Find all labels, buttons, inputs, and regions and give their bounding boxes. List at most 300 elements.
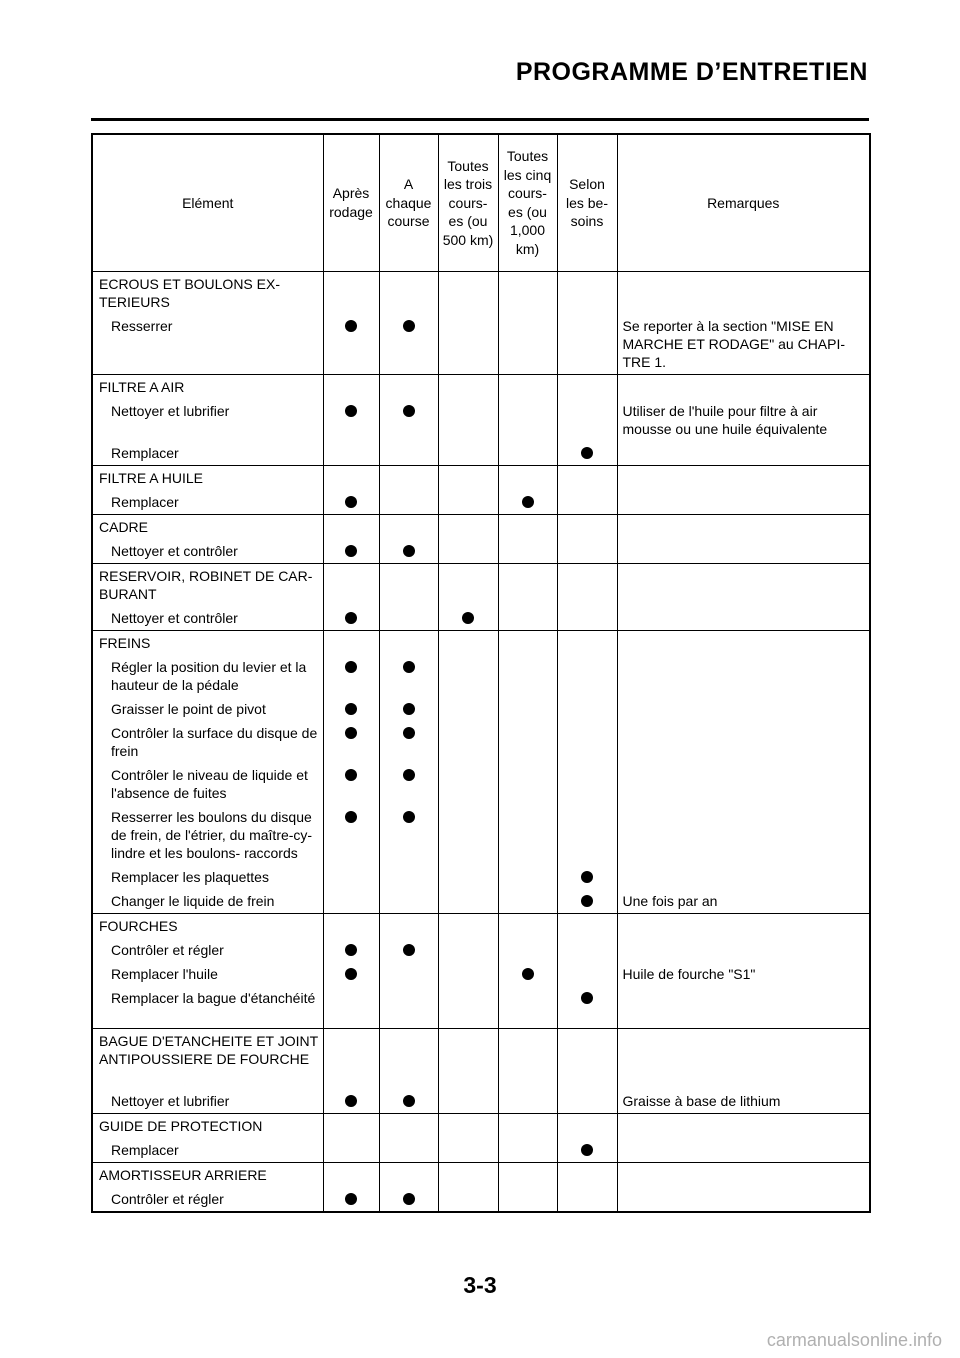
interval-cell xyxy=(379,271,438,374)
mark-slot xyxy=(439,697,498,721)
bullet-mark-icon xyxy=(462,612,474,624)
operation-label: Contrôler la surface du disque de frein xyxy=(111,724,318,759)
title-spacer xyxy=(324,1114,379,1138)
interval-cell xyxy=(557,271,617,374)
mark-slot xyxy=(324,606,379,630)
title-spacer xyxy=(618,564,870,606)
remarks-cell xyxy=(617,630,870,913)
remark-text xyxy=(618,763,870,805)
title-spacer xyxy=(324,1029,379,1089)
mark-slot xyxy=(499,763,557,805)
remark-text xyxy=(618,539,870,563)
mark-slot xyxy=(439,889,498,913)
mark-slot xyxy=(499,1089,557,1113)
operation-label: Resserrer les boulons du disque de frein, de l'étrier, du maître-cy- lindre et les boulons- raccords xyxy=(111,808,313,861)
interval-cell xyxy=(379,465,438,514)
title-spacer xyxy=(439,914,498,938)
mark-slot xyxy=(499,865,557,889)
title-spacer xyxy=(558,631,617,655)
mark-slot xyxy=(380,539,438,563)
bullet-mark-icon xyxy=(403,545,415,557)
bullet-mark-icon xyxy=(345,727,357,739)
remark-text xyxy=(618,1138,870,1162)
interval-cell xyxy=(557,630,617,913)
title-spacer xyxy=(618,375,870,399)
mark-slot xyxy=(439,314,498,374)
bullet-mark-icon xyxy=(345,769,357,781)
mark-slot xyxy=(499,962,557,986)
bullet-mark-icon xyxy=(345,612,357,624)
title-spacer xyxy=(618,1163,870,1187)
interval-cell xyxy=(323,465,379,514)
header-toutes-cinq: Toutes les cinq cours- es (ou 1,000 km) xyxy=(498,134,557,271)
interval-cell xyxy=(379,514,438,563)
interval-cell xyxy=(498,374,557,465)
interval-cell xyxy=(438,1113,498,1162)
interval-cell xyxy=(438,913,498,1028)
mark-slot xyxy=(324,962,379,986)
mark-slot xyxy=(439,986,498,1028)
bullet-mark-icon xyxy=(581,447,593,459)
title-spacer xyxy=(439,1029,498,1089)
mark-slot xyxy=(499,889,557,913)
title-spacer xyxy=(499,564,557,606)
remark-text: Huile de fourche "S1" xyxy=(622,965,756,982)
interval-cell xyxy=(498,563,557,630)
mark-slot xyxy=(439,606,498,630)
interval-cell xyxy=(498,514,557,563)
bullet-mark-icon xyxy=(403,727,415,739)
table-row xyxy=(92,563,870,630)
interval-cell xyxy=(498,465,557,514)
group-title: AMORTISSEUR ARRIERE xyxy=(99,1166,267,1183)
group-title: FILTRE A HUILE xyxy=(99,469,203,486)
interval-cell xyxy=(438,514,498,563)
element-cell xyxy=(92,913,323,1028)
title-spacer xyxy=(439,466,498,490)
table-row xyxy=(92,1028,870,1113)
operation-label: Contrôler et régler xyxy=(111,1190,224,1207)
title-spacer xyxy=(499,631,557,655)
title-spacer xyxy=(558,515,617,539)
interval-cell xyxy=(438,630,498,913)
remark-text xyxy=(618,986,870,1028)
title-spacer xyxy=(618,1114,870,1138)
title-spacer xyxy=(380,515,438,539)
mark-slot xyxy=(558,763,617,805)
remarks-cell xyxy=(617,563,870,630)
title-spacer xyxy=(499,515,557,539)
mark-slot xyxy=(558,938,617,962)
mark-slot xyxy=(558,697,617,721)
interval-cell xyxy=(323,1028,379,1113)
header-remarques: Remarques xyxy=(617,134,870,271)
interval-cell xyxy=(438,1028,498,1113)
title-spacer xyxy=(324,1163,379,1187)
operation-label: Remplacer xyxy=(111,444,179,461)
mark-slot xyxy=(439,1187,498,1211)
mark-slot xyxy=(324,1089,379,1113)
remark-text xyxy=(618,655,870,697)
bullet-mark-icon xyxy=(403,1095,415,1107)
mark-slot xyxy=(324,441,379,465)
mark-slot xyxy=(499,399,557,441)
operation-label: Remplacer les plaquettes xyxy=(111,868,269,885)
bullet-mark-icon xyxy=(581,871,593,883)
mark-slot xyxy=(499,441,557,465)
mark-slot xyxy=(558,1089,617,1113)
title-spacer xyxy=(618,631,870,655)
bullet-mark-icon xyxy=(403,944,415,956)
interval-cell xyxy=(557,563,617,630)
interval-cell xyxy=(323,514,379,563)
title-spacer xyxy=(499,1029,557,1089)
interval-cell xyxy=(557,1028,617,1113)
bullet-mark-icon xyxy=(403,703,415,715)
interval-cell xyxy=(438,465,498,514)
title-spacer xyxy=(618,1029,870,1089)
title-spacer xyxy=(324,914,379,938)
interval-cell xyxy=(379,1162,438,1212)
interval-cell xyxy=(323,1113,379,1162)
element-cell xyxy=(92,630,323,913)
table-row xyxy=(92,374,870,465)
group-title: FOURCHES xyxy=(99,917,178,934)
interval-cell xyxy=(379,374,438,465)
operation-label: Nettoyer et contrôler xyxy=(111,542,238,559)
title-spacer xyxy=(380,1114,438,1138)
mark-slot xyxy=(324,986,379,1028)
mark-slot xyxy=(558,441,617,465)
bullet-mark-icon xyxy=(581,895,593,907)
title-spacer xyxy=(380,1029,438,1089)
mark-slot xyxy=(380,441,438,465)
bullet-mark-icon xyxy=(345,496,357,508)
interval-cell xyxy=(498,1028,557,1113)
interval-cell xyxy=(323,913,379,1028)
interval-cell xyxy=(498,630,557,913)
remark-text xyxy=(618,1187,870,1211)
group-title: FILTRE A AIR xyxy=(99,378,185,395)
mark-slot xyxy=(324,805,379,865)
remark-text xyxy=(618,805,870,865)
mark-slot xyxy=(380,721,438,763)
header-element: Elément xyxy=(92,134,323,271)
mark-slot xyxy=(499,606,557,630)
mark-slot xyxy=(380,865,438,889)
interval-cell xyxy=(557,465,617,514)
operation-label: Nettoyer et lubrifier xyxy=(111,402,230,419)
mark-slot xyxy=(558,962,617,986)
title-spacer xyxy=(558,564,617,606)
mark-slot xyxy=(380,399,438,441)
mark-slot xyxy=(558,606,617,630)
operation-label: Remplacer xyxy=(111,1141,179,1158)
interval-cell xyxy=(438,563,498,630)
remarks-cell xyxy=(617,271,870,374)
title-spacer xyxy=(324,466,379,490)
operation-label: Resserrer xyxy=(111,317,173,334)
mark-slot xyxy=(558,314,617,374)
group-title: CADRE xyxy=(99,518,149,535)
interval-cell xyxy=(323,271,379,374)
mark-slot xyxy=(499,655,557,697)
title-spacer xyxy=(380,564,438,606)
operation-label: Remplacer l'huile xyxy=(111,965,218,982)
mark-slot xyxy=(558,655,617,697)
interval-cell xyxy=(438,1162,498,1212)
title-spacer xyxy=(380,631,438,655)
mark-slot xyxy=(558,1138,617,1162)
table-row xyxy=(92,465,870,514)
mark-slot xyxy=(380,889,438,913)
mark-slot xyxy=(558,490,617,514)
bullet-mark-icon xyxy=(403,320,415,332)
operation-label: Nettoyer et contrôler xyxy=(111,609,238,626)
operation-label: Remplacer la bague d'étanchéité xyxy=(111,989,316,1006)
mark-slot xyxy=(558,889,617,913)
interval-cell xyxy=(498,913,557,1028)
mark-slot xyxy=(499,986,557,1028)
interval-cell xyxy=(379,913,438,1028)
mark-slot xyxy=(324,721,379,763)
title-spacer xyxy=(499,466,557,490)
page-number: 3-3 xyxy=(463,1272,497,1298)
interval-cell xyxy=(379,630,438,913)
title-spacer xyxy=(618,515,870,539)
interval-cell xyxy=(438,271,498,374)
mark-slot xyxy=(380,655,438,697)
bullet-mark-icon xyxy=(345,1095,357,1107)
bullet-mark-icon xyxy=(403,661,415,673)
title-spacer xyxy=(324,375,379,399)
title-spacer xyxy=(380,914,438,938)
watermark: carmanualsonline.info xyxy=(766,1330,942,1350)
mark-slot xyxy=(324,490,379,514)
title-spacer xyxy=(558,1114,617,1138)
bullet-mark-icon xyxy=(403,1193,415,1205)
mark-slot xyxy=(324,865,379,889)
interval-cell xyxy=(557,1162,617,1212)
title-spacer xyxy=(380,272,438,314)
interval-cell xyxy=(498,1162,557,1212)
remark-text xyxy=(618,721,870,763)
mark-slot xyxy=(558,865,617,889)
element-cell xyxy=(92,374,323,465)
table-body xyxy=(92,271,870,1212)
title-spacer xyxy=(558,1163,617,1187)
remark-text xyxy=(618,697,870,721)
mark-slot xyxy=(558,986,617,1028)
group-title: GUIDE DE PROTECTION xyxy=(99,1117,263,1134)
interval-cell xyxy=(379,563,438,630)
operation-label: Contrôler le niveau de liquide et l'absence de fuites xyxy=(111,766,308,801)
interval-cell xyxy=(323,630,379,913)
mark-slot xyxy=(324,938,379,962)
mark-slot xyxy=(380,763,438,805)
interval-cell xyxy=(498,1113,557,1162)
title-spacer xyxy=(439,1114,498,1138)
mark-slot xyxy=(558,539,617,563)
operation-label: Contrôler et régler xyxy=(111,941,224,958)
maintenance-table xyxy=(91,133,871,1213)
element-cell xyxy=(92,1113,323,1162)
interval-cell xyxy=(438,374,498,465)
mark-slot xyxy=(380,490,438,514)
title-spacer xyxy=(499,1114,557,1138)
element-cell xyxy=(92,1162,323,1212)
bullet-mark-icon xyxy=(403,405,415,417)
remarks-cell xyxy=(617,1162,870,1212)
remark-text xyxy=(618,441,870,465)
mark-slot xyxy=(380,805,438,865)
header-selon-besoins: Selon les be- soins xyxy=(557,134,617,271)
bullet-mark-icon xyxy=(581,1144,593,1156)
operation-label: Régler la position du levier et la hauteur de la pédale xyxy=(111,658,307,693)
element-cell xyxy=(92,465,323,514)
mark-slot xyxy=(558,805,617,865)
mark-slot xyxy=(558,721,617,763)
bullet-mark-icon xyxy=(345,1193,357,1205)
mark-slot xyxy=(439,763,498,805)
interval-cell xyxy=(557,374,617,465)
title-spacer xyxy=(380,466,438,490)
bullet-mark-icon xyxy=(345,320,357,332)
interval-cell xyxy=(379,1113,438,1162)
mark-slot xyxy=(380,314,438,374)
title-spacer xyxy=(558,914,617,938)
mark-slot xyxy=(380,1089,438,1113)
mark-slot xyxy=(439,805,498,865)
mark-slot xyxy=(499,938,557,962)
title-spacer xyxy=(499,914,557,938)
title-spacer xyxy=(380,375,438,399)
mark-slot xyxy=(439,721,498,763)
remarks-cell xyxy=(617,514,870,563)
mark-slot xyxy=(380,1187,438,1211)
mark-slot xyxy=(558,399,617,441)
table-row xyxy=(92,271,870,374)
interval-cell xyxy=(323,374,379,465)
group-title: FREINS xyxy=(99,634,151,651)
table-row xyxy=(92,1162,870,1212)
mark-slot xyxy=(558,1187,617,1211)
interval-cell xyxy=(557,514,617,563)
remark-text: Une fois par an xyxy=(622,892,718,909)
mark-slot xyxy=(439,655,498,697)
interval-cell xyxy=(557,913,617,1028)
bullet-mark-icon xyxy=(403,769,415,781)
group-title: BAGUE D'ETANCHEITE ET JOINT ANTIPOUSSIERE DE FOURCHE xyxy=(99,1032,318,1067)
bullet-mark-icon xyxy=(345,545,357,557)
operation-label: Graisser le point de pivot xyxy=(111,700,266,717)
interval-cell xyxy=(379,1028,438,1113)
mark-slot xyxy=(380,697,438,721)
table-row xyxy=(92,1113,870,1162)
bullet-mark-icon xyxy=(403,811,415,823)
mark-slot xyxy=(324,399,379,441)
title-spacer xyxy=(558,375,617,399)
mark-slot xyxy=(499,1187,557,1211)
title-spacer xyxy=(618,466,870,490)
title-spacer xyxy=(439,515,498,539)
bullet-mark-icon xyxy=(522,968,534,980)
remarks-cell xyxy=(617,465,870,514)
remark-text: Utiliser de l'huile pour filtre à air mousse ou une huile équivalente xyxy=(622,402,828,437)
title-spacer xyxy=(618,914,870,938)
title-spacer xyxy=(558,272,617,314)
title-rule xyxy=(91,118,869,121)
remark-text xyxy=(618,606,870,630)
table-row xyxy=(92,514,870,563)
remarks-cell xyxy=(617,1028,870,1113)
title-spacer xyxy=(380,1163,438,1187)
title-spacer xyxy=(439,272,498,314)
title-spacer xyxy=(324,272,379,314)
mark-slot xyxy=(324,1138,379,1162)
title-spacer xyxy=(439,564,498,606)
mark-slot xyxy=(380,962,438,986)
operation-label: Nettoyer et lubrifier xyxy=(111,1092,230,1109)
remarks-cell xyxy=(617,1113,870,1162)
mark-slot xyxy=(439,539,498,563)
remarks-cell xyxy=(617,374,870,465)
mark-slot xyxy=(499,490,557,514)
table-row xyxy=(92,630,870,913)
mark-slot xyxy=(439,865,498,889)
element-cell xyxy=(92,271,323,374)
mark-slot xyxy=(439,962,498,986)
element-cell xyxy=(92,563,323,630)
title-spacer xyxy=(439,1163,498,1187)
title-spacer xyxy=(324,515,379,539)
title-spacer xyxy=(558,1029,617,1089)
bullet-mark-icon xyxy=(522,496,534,508)
mark-slot xyxy=(324,1187,379,1211)
mark-slot xyxy=(380,986,438,1028)
interval-cell xyxy=(557,1113,617,1162)
remarks-cell xyxy=(617,913,870,1028)
mark-slot xyxy=(324,314,379,374)
mark-slot xyxy=(324,655,379,697)
mark-slot xyxy=(439,490,498,514)
title-spacer xyxy=(558,466,617,490)
remark-text xyxy=(618,490,870,514)
mark-slot xyxy=(380,1138,438,1162)
mark-slot xyxy=(439,441,498,465)
operation-label: Remplacer xyxy=(111,493,179,510)
mark-slot xyxy=(439,1089,498,1113)
mark-slot xyxy=(439,938,498,962)
title-spacer xyxy=(439,631,498,655)
title-spacer xyxy=(439,375,498,399)
header-toutes-trois: Toutes les trois cours- es (ou 500 km) xyxy=(438,134,498,271)
mark-slot xyxy=(499,314,557,374)
mark-slot xyxy=(439,399,498,441)
mark-slot xyxy=(324,763,379,805)
bullet-mark-icon xyxy=(345,811,357,823)
table-row xyxy=(92,913,870,1028)
mark-slot xyxy=(439,1138,498,1162)
group-title: ECROUS ET BOULONS EX- TERIEURS xyxy=(99,275,281,310)
bullet-mark-icon xyxy=(345,968,357,980)
remark-text xyxy=(618,865,870,889)
mark-slot xyxy=(499,539,557,563)
title-spacer xyxy=(324,564,379,606)
mark-slot xyxy=(499,697,557,721)
interval-cell xyxy=(323,1162,379,1212)
operation-label: Changer le liquide de frein xyxy=(111,892,275,909)
